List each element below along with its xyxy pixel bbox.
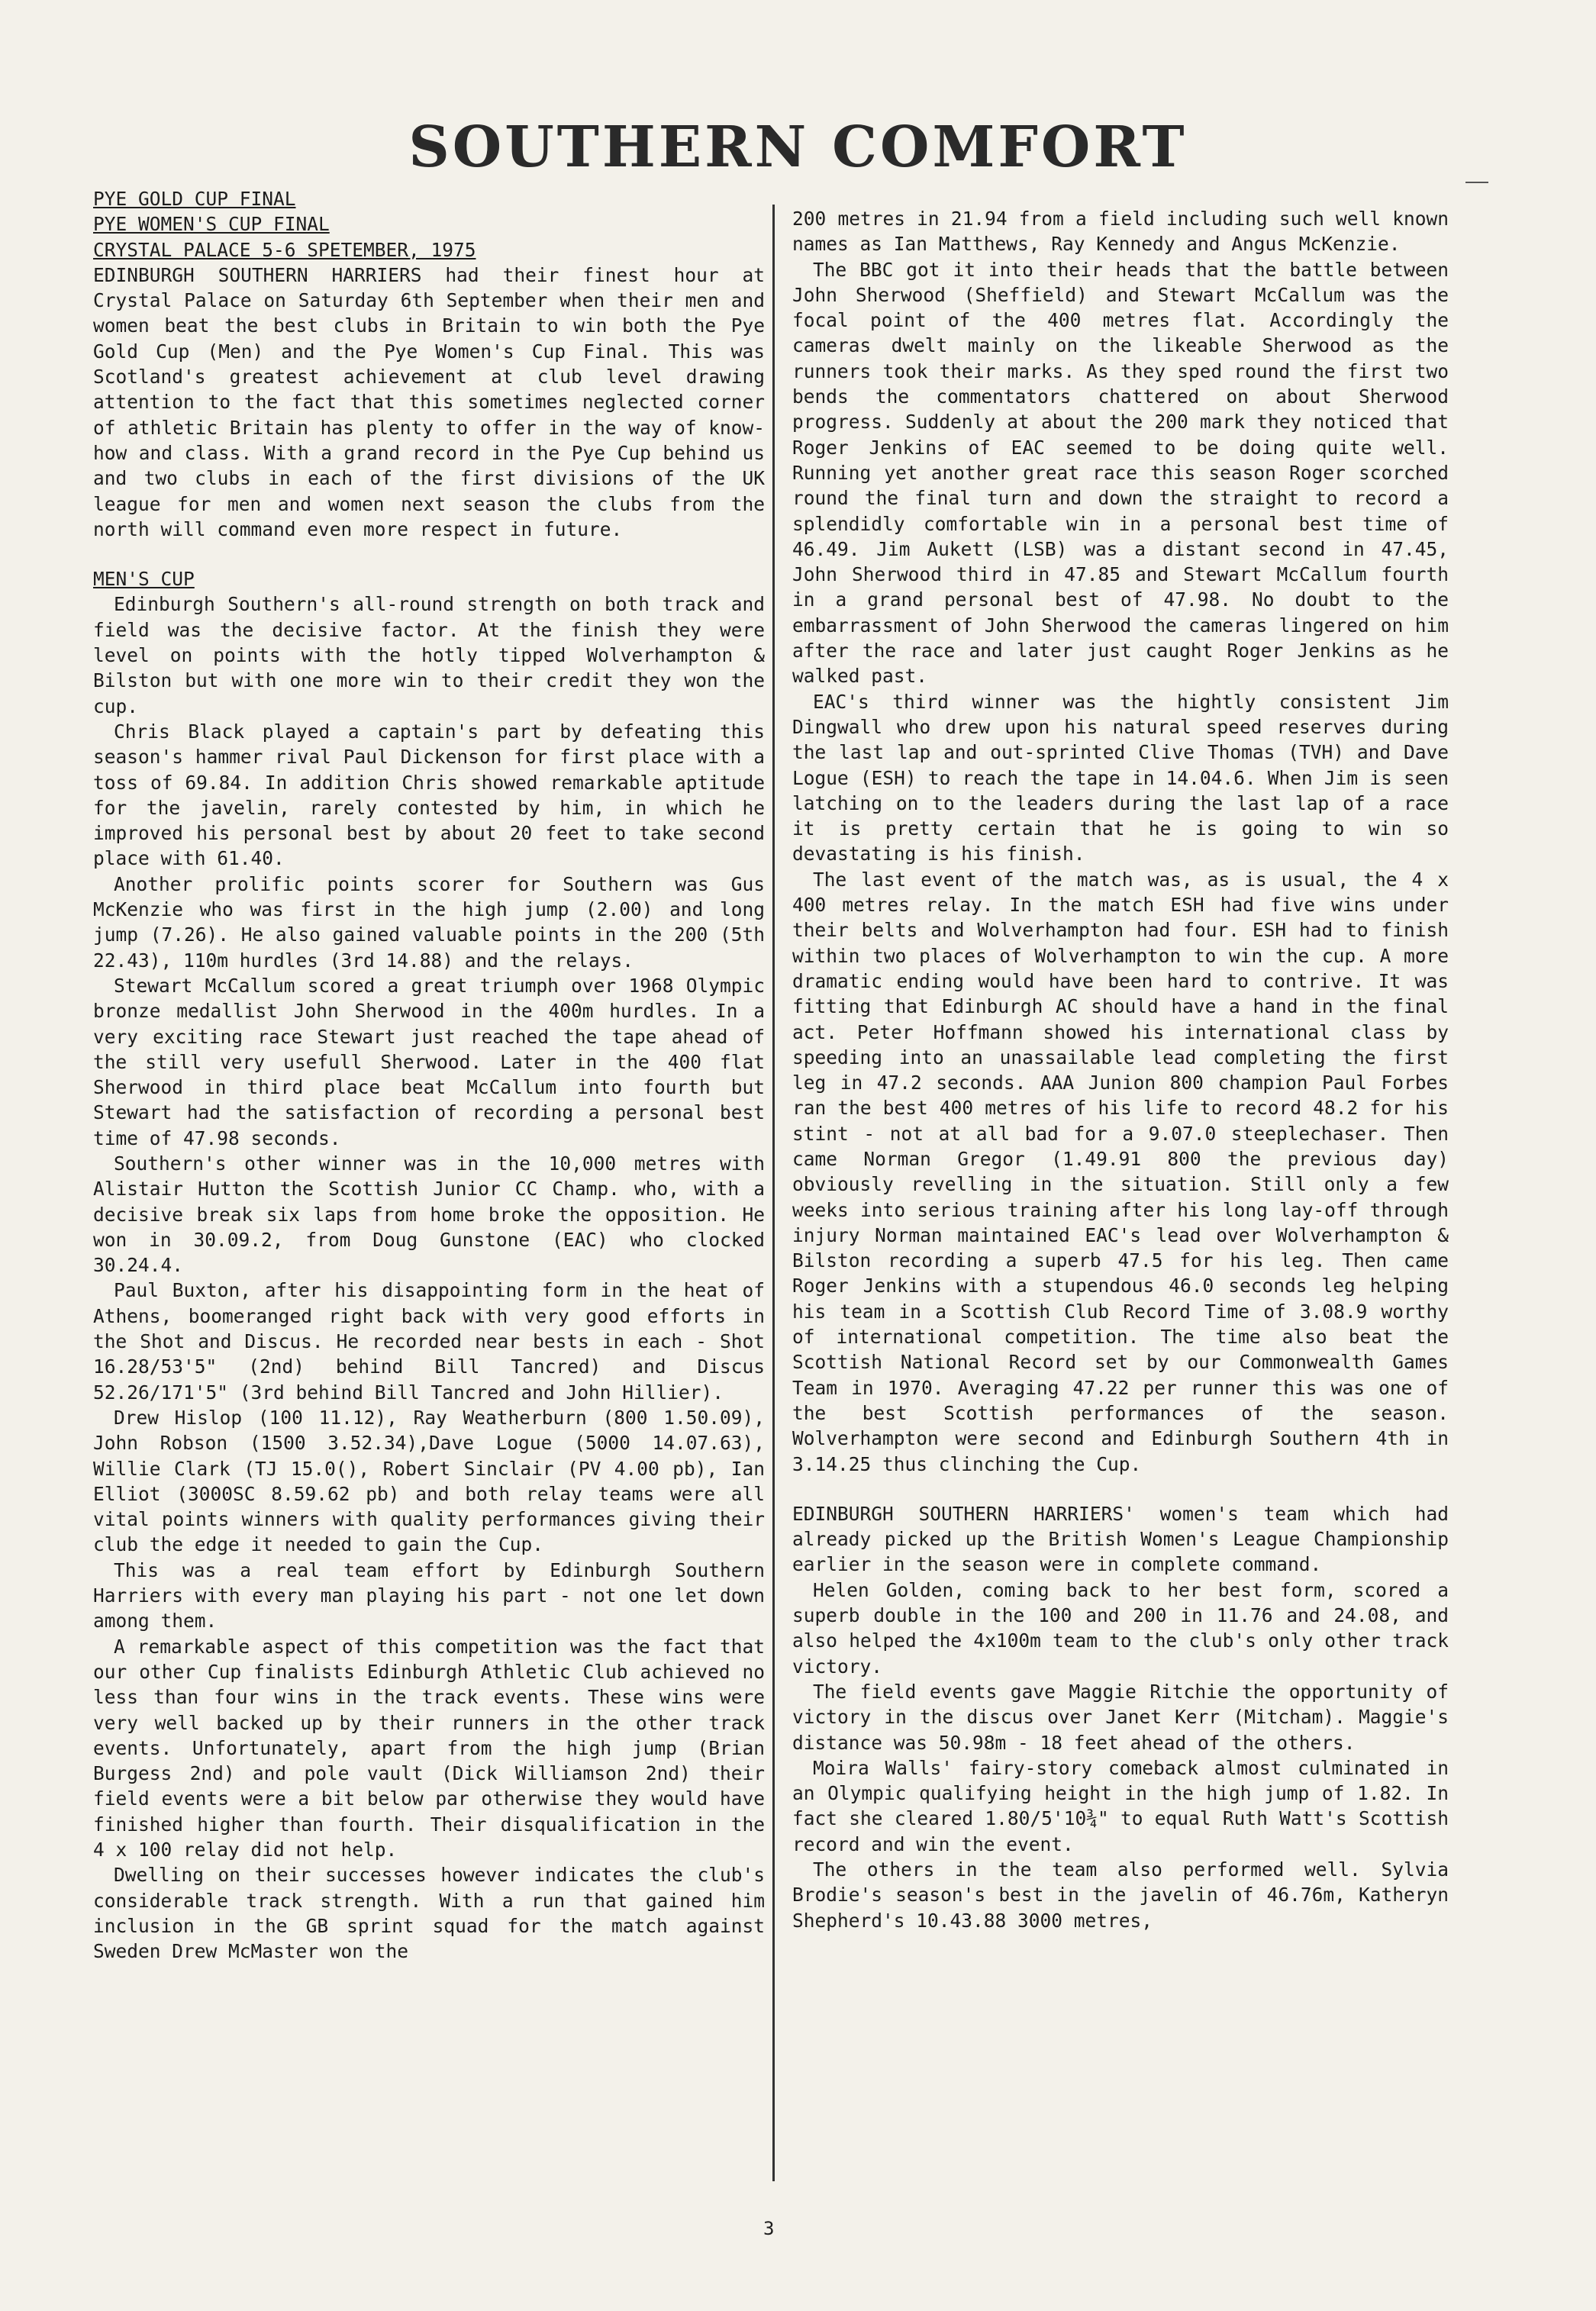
paragraph: Paul Buxton, after his disappointing form in the heat of Athens, boomeranged right back with very good efforts in the Shot and Discus. He recorded near bests in each - Shot 16.28/53'5" (2nd) behind Bill Tancred) and Discus 52.26/171'5" (3rd behind Bill Tancred and John Hillier).	[93, 1279, 765, 1404]
paragraph: Another prolific points scorer for Southern was Gus McKenzie who was first in the high jump (2.00) and long jump (7.26). He also gained valuable points in the 200 (5th 22.43), 110m hurdles (3rd 14.88) and the relays.	[93, 872, 765, 972]
paragraph: Drew Hislop (100 11.12), Ray Weatherburn (800 1.50.09), John Robson (1500 3.52.34),Dave Logue (5000 14.07.63), Willie Clark (TJ 15.0(), Robert Sinclair (PV 4.00 pb), Ian Elliot (3000SC 8.59.62 pb) and both relay teams were all vital points winners with quality performances giving their club the edge it needed to gain the Cup.	[93, 1406, 765, 1556]
paragraph: The field events gave Maggie Ritchie the opportunity of victory in the discus over Janet Kerr (Mitcham). Maggie's distance was 50.98m - 18 feet ahead of the others.	[792, 1680, 1449, 1754]
paragraph: A remarkable aspect of this competition was the fact that our other Cup finalists Edinburgh Athletic Club achieved no less than four wins in the track events. These wins were very well backed up by their runners in the other track events. Unfortunately, apart from the high jump (Brian Burgess 2nd) and pole vault (Dick Williamson 2nd) their field events were a bit below par otherwise they would have finished higher than fourth. Their disqualification in the 4 x 100 relay did not help.	[93, 1635, 765, 1861]
paragraph: Stewart McCallum scored a great triumph over 1968 Olympic bronze medallist John Sherwood in the 400m hurdles. In a very exciting race Stewart just reached the tape ahead of the still very usefull Sherwood. Later in the 400 flat Sherwood in third place beat McCallum into fourth but Stewart had the satisfaction of recording a personal best time of 47.98 seconds.	[93, 974, 765, 1149]
event-header-line: PYE GOLD CUP FINAL	[93, 188, 296, 210]
paragraph: Helen Golden, coming back to her best form, scored a superb double in the 100 and 200 in 11.76 and 24.08, and also helped the 4x100m team to the club's only other track victory.	[792, 1578, 1449, 1678]
event-header-line: PYE WOMEN'S CUP FINAL	[93, 213, 330, 236]
paragraph: Dwelling on their successes however indicates the club's considerable track strength. With a run that gained him inclusion in the GB sprint squad for the match against Sweden Drew McMaster won the	[93, 1864, 765, 1963]
paragraph: 200 metres in 21.94 from a field including such well known names as Ian Matthews, Ray Kennedy and Angus McKenzie.	[792, 208, 1449, 256]
right-column	[792, 206, 1449, 2221]
page-number: 3	[763, 2218, 775, 2239]
section-heading	[93, 566, 765, 591]
paragraph: The BBC got it into their heads that the battle between John Sherwood (Sheffield) and Stewart McCallum was the focal point of the 400 metres flat. Accordingly the cameras dwelt mainly on the likeable Sherwood as the runners took their marks. As they sped round the first two bends the commentators chattered on about Sherwood progress. Suddenly at about the 200 mark they noticed that Roger Jenkins of EAC seemed to be doing quite well. Running yet another great race this season Roger scorched round the final turn and down the straight to record a splendidly comfortable win in a personal best time of 46.49. Jim Aukett (LSB) was a distant second in 47.45, John Sherwood third in 47.85 and Stewart McCallum fourth in a grand personal best of 47.98. No doubt to the embarrassment of John Sherwood the cameras lingered on him after the race and later just caught Roger Jenkins as he walked past.	[792, 258, 1449, 688]
paragraph: Moira Walls' fairy-story comeback almost culminated in an Olympic qualifying height in the high jump of 1.82. In fact she cleared 1.80/5'10¾" to equal Ruth Watt's Scottish record and win the event.	[792, 1756, 1449, 1855]
paragraph: EAC's third winner was the hightly consistent Jim Dingwall who drew upon his natural speed reserves during the last lap and out-sprinted Clive Thomas (TVH) and Dave Logue (ESH) to reach the tape in 14.04.6. When Jim is seen latching on to the leaders during the last lap of a race it is pretty certain that he is going to win so devastating is his finish.	[792, 690, 1449, 865]
intro-paragraph: EDINBURGH SOUTHERN HARRIERS had their finest hour at Crystal Palace on Saturday 6th September when their men and women beat the best clubs in Britain to win both the Pye Gold Cup (Men) and the Pye Women's Cup Final. This was Scotland's greatest achievement at club level drawing attention to the fact that this sometimes neglected corner of athletic Britain has plenty to offer in the way of know-how and class. With a grand record in the Pye Cup behind us and two clubs in each of the first divisions of the UK league for men and women next season the clubs from the north will command even more respect in future.	[93, 263, 765, 540]
margin-mark	[1465, 182, 1488, 183]
event-header-line: CRYSTAL PALACE 5-6 SPETEMBER, 1975	[93, 238, 476, 261]
mens-cup-heading: MEN'S CUP	[93, 568, 195, 591]
paragraph: The last event of the match was, as is usual, the 4 x 400 metres relay. In the match ESH had five wins under their belts and Wolverhampton had four. ESH had to finish within two places of Wolverhampton to win the cup. A more dramatic ending would have been hard to contrive. It was fitting that Edinburgh AC should have a hand in the final act. Peter Hoffmann showed his international class by speeding into an unassailable lead completing the first leg in 47.2 seconds. AAA Junion 800 champion Paul Forbes ran the best 400 metres of his life to record 48.2 for his stint - not at all bad for a 9.07.0 steeplechaser. Then came Norman Gregor (1.49.91 800 the previous day) obviously revelling in the situation. Still only a few weeks into serious training after his long lay-off through injury Norman maintained EAC's lead over Wolverhampton & Bilston recording a superb 47.5 for his leg. Then came Roger Jenkins with a stupendous 46.0 seconds leg helping his team in a Scottish Club Record Time of 3.08.9 worthy of international competition. The time also beat the Scottish National Record set by our Commonwealth Games Team in 1970. Averaging 47.22 per runner this was one of the best Scottish performances of the season. Wolverhampton were second and Edinburgh Southern 4th in 3.14.25 thus clinching the Cup.	[792, 868, 1449, 1475]
left-column	[93, 186, 765, 2201]
womens-intro-paragraph: EDINBURGH SOUTHERN HARRIERS' women's team which had already picked up the British Women's League Championship earlier in the season were in complete command.	[792, 1502, 1449, 1576]
article-title: SOUTHERN COMFORT	[408, 114, 1188, 180]
paragraph: Edinburgh Southern's all-round strength on both track and field was the decisive factor. At the finish they were level on points with the hotly tipped Wolverhampton & Bilston but with one more win to their credit they won the cup.	[93, 593, 765, 717]
paragraph: Southern's other winner was in the 10,000 metres with Alistair Hutton the Scottish Junior CC Champ. who, with a decisive break six laps from home broke the opposition. He won in 30.09.2, from Doug Gunstone (EAC) who clocked 30.24.4.	[93, 1152, 765, 1277]
paragraph: Chris Black played a captain's part by defeating this season's hammer rival Paul Dickenson for first place with a toss of 69.84. In addition Chris showed remarkable aptitude for the javelin, rarely contested by him, in which he improved his personal best by about 20 feet to take second place with 61.40.	[93, 720, 765, 870]
column-divider	[772, 205, 775, 2181]
paragraph: This was a real team effort by Edinburgh Southern Harriers with every man playing his part - not one let down among them.	[93, 1558, 765, 1633]
paragraph: The others in the team also performed well. Sylvia Brodie's season's best in the javelin of 46.76m, Katheryn Shepherd's 10.43.88 3000 metres,	[792, 1858, 1449, 1932]
